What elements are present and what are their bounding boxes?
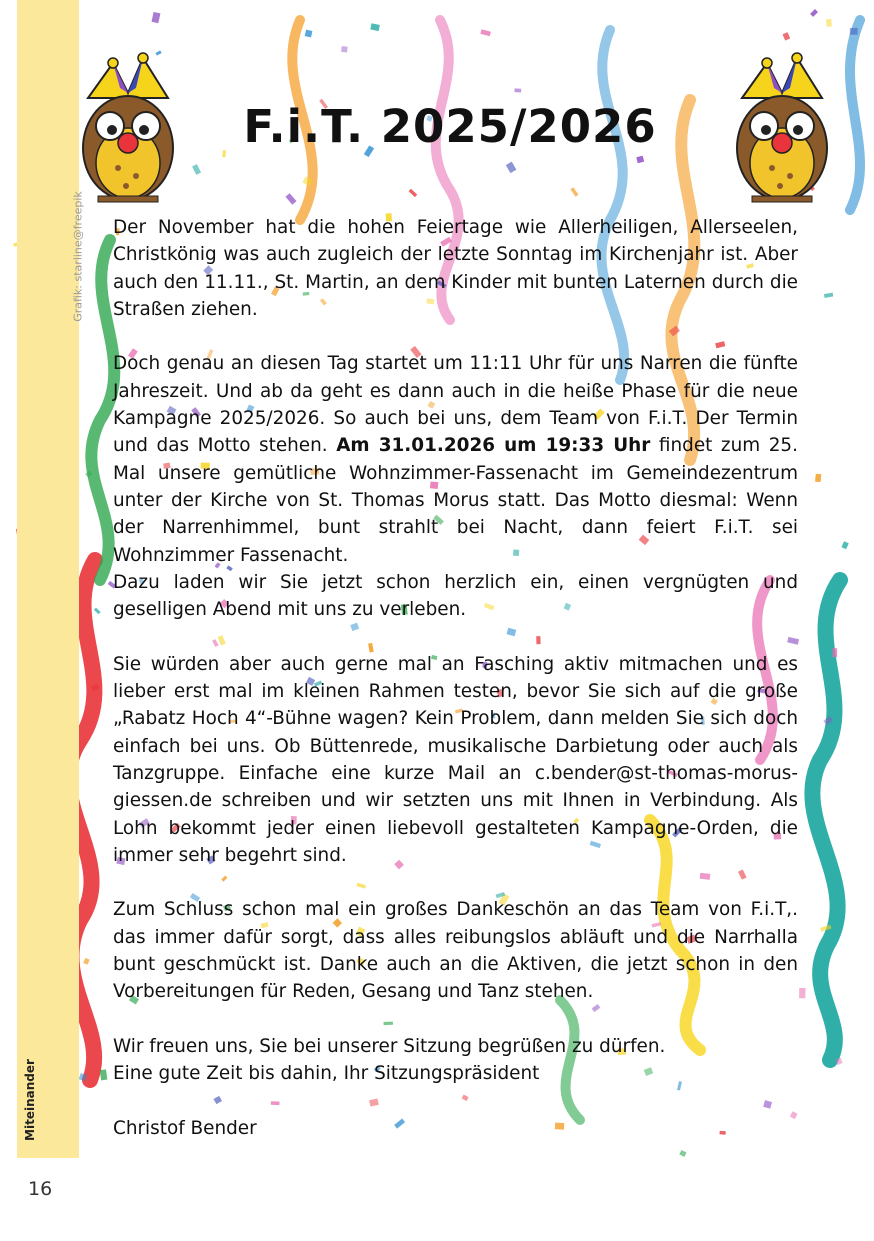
confetti-piece xyxy=(192,164,201,175)
confetti-piece xyxy=(409,189,418,197)
confetti-piece xyxy=(841,541,848,549)
confetti-piece xyxy=(341,46,347,52)
confetti-piece xyxy=(799,988,805,998)
confetti-piece xyxy=(94,608,101,615)
page-title: F.i.T. 2025/2026 xyxy=(243,100,657,153)
confetti-piece xyxy=(480,29,491,36)
confetti-piece xyxy=(506,162,517,173)
closing-line: Wir freuen uns, Sie bei unserer Sitzung begrüßen zu dürfen. xyxy=(113,1035,666,1057)
confetti-piece xyxy=(636,156,644,163)
closing xyxy=(113,1033,798,1088)
confetti-piece xyxy=(305,30,313,38)
confetti-piece xyxy=(83,958,90,965)
section-label: Miteinander xyxy=(23,1059,37,1141)
paragraph: Zum Schluss schon mal ein großes Dankeschön an das Team von F.i.T,. das immer dafür sorgt, dass alles reibungslos abläuft und die Narrhalla bunt geschmückt ist. Danke auch an die Aktiven, die jetzt schon in den Vorbereitungen für Reden, Gesang und Tanz stehen. xyxy=(113,899,798,1003)
confetti-piece xyxy=(850,28,858,35)
confetti-piece xyxy=(370,23,380,31)
confetti-piece xyxy=(100,1069,108,1080)
confetti-piece xyxy=(810,9,818,17)
confetti-piece xyxy=(285,193,296,205)
paragraph-text: findet zum 25. Mal unsere gemütliche Wohnzimmer-Fassenacht im Gemeindezentrum unter der Kirche von St. Thomas Morus statt. Das Motto diesmal: Wenn der Narrenhimmel, bunt strahlt bei Nacht, dann feiert F.i.T. sei Wohnzimmer Fassenacht. xyxy=(113,435,798,566)
signature: Christof Bender xyxy=(113,1117,257,1139)
confetti-piece xyxy=(815,474,821,482)
paragraph-text: Doch genau an diesen Tag startet um 11:11 Uhr für uns Narren die fünfte Jahreszeit. Und ab da geht es dann auch in die heiße Phase für die neue Kampagne 2025/2026. So auch bei uns, dem Team von F.i.T. Der Termin und das Motto stehen. xyxy=(113,353,798,457)
paragraph: Sie würden aber auch gerne mal an Fasching aktiv mitmachen und es lieber erst mal im kleinen Rahmen testen, bevor Sie sich auf die große „Rabatz Hoch 4“-Bühne wagen? Kein Problem, dann melden Sie sich doch einfach bei uns. Ob Büttenrede, musikalische Darbietung oder auch als Tanzgruppe. Einfache eine kurze Mail an c.bender@st-thomas-morus-giessen.de schreiben und wir setzten uns mit Ihnen in Verbindung. Als Lohn bekommt jeder einen liebevoll gestalteten Kampagne-Orden, die immer sehr begehrt sind. xyxy=(113,653,798,866)
paragraph xyxy=(113,350,798,623)
article-body xyxy=(113,214,798,1169)
confetti-piece xyxy=(782,32,790,40)
paragraph-text: Dazu laden wir Sie jetzt schon herzlich ein, einen vergnügten und geselligen Abend mit uns zu verleben. xyxy=(113,571,798,621)
image-credit: Grafik: starline@freepik xyxy=(71,191,85,322)
event-date: Am 31.01.2026 um 19:33 Uhr xyxy=(336,435,651,457)
paragraph: Der November hat die hohen Feiertage wie Allerheiligen, Allerseelen, Christkönig was auch zugleich der letzte Sonntag im Kirchenjahr ist. Aber auch den 11.11., St. Martin, an dem Kinder mit bunten Laternen durch die Straßen ziehen. xyxy=(113,217,798,320)
confetti-piece xyxy=(570,187,578,197)
confetti-piece xyxy=(824,293,833,298)
confetti-piece xyxy=(514,88,521,92)
confetti-piece xyxy=(833,648,838,657)
confetti-piece xyxy=(826,19,832,27)
confetti-piece xyxy=(152,12,161,23)
closing-line: Eine gute Zeit bis dahin, Ihr Sitzungspräsident xyxy=(113,1063,540,1085)
page-number: 16 xyxy=(28,1178,53,1200)
